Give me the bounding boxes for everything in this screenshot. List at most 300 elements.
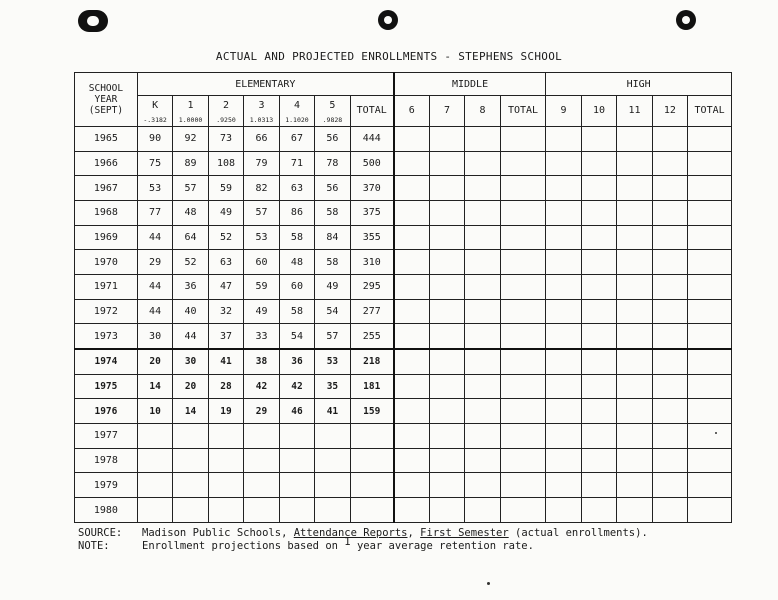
value-cell: 58	[315, 201, 350, 226]
value-cell	[688, 399, 732, 424]
grade-header-8	[429, 96, 464, 127]
value-cell: 49	[315, 275, 350, 300]
value-cell	[315, 498, 350, 523]
value-cell	[500, 399, 546, 424]
value-cell	[315, 448, 350, 473]
value-cell: 57	[244, 201, 279, 226]
value-cell	[546, 324, 581, 349]
value-cell	[279, 424, 314, 449]
value-cell	[465, 498, 500, 523]
grade-header-1	[173, 96, 208, 127]
value-cell	[581, 275, 616, 300]
value-cell	[429, 275, 464, 300]
value-cell	[465, 374, 500, 399]
grade-header-13	[617, 96, 652, 127]
value-cell	[500, 324, 546, 349]
value-cell	[429, 324, 464, 349]
value-cell	[581, 498, 616, 523]
value-cell	[208, 448, 243, 473]
value-cell	[465, 448, 500, 473]
value-cell	[688, 127, 732, 152]
value-cell	[500, 448, 546, 473]
value-cell	[652, 299, 687, 324]
value-cell	[465, 424, 500, 449]
value-cell	[244, 498, 279, 523]
value-cell: 82	[244, 176, 279, 201]
value-cell	[465, 275, 500, 300]
grade-label: K	[152, 99, 159, 111]
retention-rate: -.3182	[143, 115, 167, 124]
value-cell: 92	[173, 127, 208, 152]
value-cell	[465, 349, 500, 374]
value-cell	[244, 424, 279, 449]
table-row	[75, 225, 732, 250]
value-cell: 48	[173, 201, 208, 226]
footer	[78, 527, 648, 553]
value-cell	[652, 374, 687, 399]
value-cell	[581, 473, 616, 498]
value-cell	[429, 176, 464, 201]
value-cell	[652, 225, 687, 250]
grade-header-3	[244, 96, 279, 127]
year-cell: 1973	[75, 324, 138, 349]
value-cell	[546, 448, 581, 473]
value-cell: 79	[244, 151, 279, 176]
grade-header-7	[394, 96, 429, 127]
value-cell	[652, 151, 687, 176]
value-cell: 86	[279, 201, 314, 226]
grade-label: 3	[258, 99, 265, 111]
value-cell	[617, 176, 652, 201]
value-cell	[581, 299, 616, 324]
value-cell	[500, 127, 546, 152]
table-row	[75, 151, 732, 176]
value-cell	[652, 349, 687, 374]
table-row	[75, 275, 732, 300]
grade-label: 1	[187, 99, 194, 111]
year-cell: 1976	[75, 399, 138, 424]
value-cell: 53	[315, 349, 350, 374]
value-cell	[465, 127, 500, 152]
value-cell	[652, 250, 687, 275]
value-cell: 108	[208, 151, 243, 176]
value-cell	[500, 151, 546, 176]
value-cell	[546, 424, 581, 449]
table-row	[75, 399, 732, 424]
value-cell	[617, 448, 652, 473]
value-cell	[652, 176, 687, 201]
value-cell: 42	[244, 374, 279, 399]
value-cell: 277	[350, 299, 394, 324]
value-cell: 42	[279, 374, 314, 399]
value-cell	[688, 498, 732, 523]
value-cell: 75	[137, 151, 172, 176]
value-cell	[429, 374, 464, 399]
value-cell: 90	[137, 127, 172, 152]
grade-label: 9	[560, 105, 567, 116]
note-label: NOTE:	[78, 540, 110, 552]
value-cell: 56	[315, 127, 350, 152]
value-cell	[546, 201, 581, 226]
value-cell	[617, 399, 652, 424]
grade-header-14	[652, 96, 687, 127]
value-cell	[244, 448, 279, 473]
year-cell: 1969	[75, 225, 138, 250]
value-cell: 44	[137, 299, 172, 324]
value-cell	[652, 399, 687, 424]
value-cell: 10	[137, 399, 172, 424]
value-cell	[465, 399, 500, 424]
high-header: HIGH	[546, 73, 732, 96]
source-attendance-reports: Attendance Reports	[293, 527, 408, 539]
grade-label: 5	[329, 99, 336, 111]
grade-header-4	[279, 96, 314, 127]
binder-hole-left	[78, 10, 108, 32]
value-cell	[652, 424, 687, 449]
value-cell	[617, 151, 652, 176]
year-cell: 1978	[75, 448, 138, 473]
value-cell: 73	[208, 127, 243, 152]
table-row	[75, 250, 732, 275]
value-cell	[394, 299, 429, 324]
value-cell	[652, 498, 687, 523]
table-row	[75, 448, 732, 473]
value-cell: 58	[279, 299, 314, 324]
value-cell	[500, 299, 546, 324]
value-cell	[500, 473, 546, 498]
value-cell	[581, 127, 616, 152]
grade-header-12	[581, 96, 616, 127]
value-cell	[581, 324, 616, 349]
value-cell	[546, 349, 581, 374]
value-cell: 14	[137, 374, 172, 399]
value-cell	[581, 374, 616, 399]
value-cell: 181	[350, 374, 394, 399]
value-cell	[394, 473, 429, 498]
value-cell	[617, 498, 652, 523]
value-cell	[688, 275, 732, 300]
year-cell: 1974	[75, 349, 138, 374]
value-cell: 58	[315, 250, 350, 275]
value-cell: 49	[244, 299, 279, 324]
table-row	[75, 424, 732, 449]
note-number: 1	[344, 536, 351, 548]
grade-header-9	[465, 96, 500, 127]
value-cell	[173, 498, 208, 523]
value-cell	[429, 498, 464, 523]
value-cell	[617, 374, 652, 399]
binder-hole-center	[378, 10, 398, 30]
value-cell: 60	[279, 275, 314, 300]
value-cell	[617, 424, 652, 449]
value-cell	[688, 151, 732, 176]
table-row	[75, 349, 732, 374]
value-cell: 48	[279, 250, 314, 275]
value-cell: 37	[208, 324, 243, 349]
value-cell	[652, 275, 687, 300]
value-cell	[394, 127, 429, 152]
value-cell	[546, 275, 581, 300]
value-cell	[394, 324, 429, 349]
note-text: Enrollment projections based on	[142, 540, 345, 552]
value-cell	[465, 151, 500, 176]
table-row	[75, 374, 732, 399]
value-cell	[581, 176, 616, 201]
value-cell	[500, 176, 546, 201]
value-cell: 57	[173, 176, 208, 201]
value-cell	[394, 176, 429, 201]
grade-label: 4	[293, 99, 300, 111]
value-cell	[617, 250, 652, 275]
value-cell	[394, 498, 429, 523]
value-cell: 59	[208, 176, 243, 201]
value-cell	[546, 151, 581, 176]
year-cell: 1977	[75, 424, 138, 449]
value-cell	[617, 127, 652, 152]
value-cell: 370	[350, 176, 394, 201]
enrollment-table	[74, 72, 732, 523]
table-row	[75, 127, 732, 152]
value-cell: 30	[173, 349, 208, 374]
grade-label: TOTAL	[507, 105, 539, 116]
value-cell	[429, 473, 464, 498]
value-cell	[394, 448, 429, 473]
value-cell	[688, 448, 732, 473]
value-cell	[394, 374, 429, 399]
value-cell	[208, 498, 243, 523]
value-cell: 63	[279, 176, 314, 201]
value-cell	[279, 448, 314, 473]
value-cell	[465, 299, 500, 324]
value-cell: 57	[315, 324, 350, 349]
grade-header-10	[500, 96, 546, 127]
value-cell	[617, 473, 652, 498]
value-cell: 59	[244, 275, 279, 300]
value-cell	[173, 473, 208, 498]
elementary-header: ELEMENTARY	[137, 73, 393, 96]
value-cell: 29	[244, 399, 279, 424]
value-cell: 60	[244, 250, 279, 275]
value-cell: 32	[208, 299, 243, 324]
value-cell	[617, 275, 652, 300]
note-line	[78, 536, 648, 553]
grade-header-6	[350, 96, 394, 127]
value-cell: 29	[137, 250, 172, 275]
value-cell	[465, 250, 500, 275]
grade-label: 12	[663, 105, 676, 116]
source-suffix: (actual enrollments).	[508, 527, 648, 539]
value-cell: 67	[279, 127, 314, 152]
value-cell	[688, 250, 732, 275]
year-cell: 1980	[75, 498, 138, 523]
value-cell	[429, 151, 464, 176]
value-cell	[617, 201, 652, 226]
value-cell	[394, 151, 429, 176]
grade-label: 6	[408, 105, 415, 116]
value-cell	[688, 424, 732, 449]
value-cell: 58	[279, 225, 314, 250]
value-cell	[688, 176, 732, 201]
value-cell	[465, 324, 500, 349]
value-cell	[500, 498, 546, 523]
table-row	[75, 299, 732, 324]
value-cell	[546, 299, 581, 324]
value-cell	[208, 424, 243, 449]
value-cell	[581, 349, 616, 374]
value-cell	[394, 201, 429, 226]
value-cell: 66	[244, 127, 279, 152]
grade-label: 2	[223, 99, 230, 111]
value-cell	[137, 498, 172, 523]
value-cell: 35	[315, 374, 350, 399]
value-cell	[581, 151, 616, 176]
value-cell	[546, 374, 581, 399]
value-cell: 41	[208, 349, 243, 374]
source-first-semester: First Semester	[420, 527, 509, 539]
value-cell	[429, 201, 464, 226]
value-cell	[429, 448, 464, 473]
grade-label: TOTAL	[356, 105, 387, 116]
value-cell	[315, 473, 350, 498]
value-cell	[581, 399, 616, 424]
value-cell	[500, 275, 546, 300]
value-cell	[394, 225, 429, 250]
value-cell: 54	[315, 299, 350, 324]
value-cell	[546, 498, 581, 523]
retention-rate: .9250	[216, 115, 236, 124]
value-cell: 52	[173, 250, 208, 275]
retention-rate: 1.0000	[178, 115, 203, 124]
value-cell: 295	[350, 275, 394, 300]
source-line	[78, 527, 648, 540]
value-cell: 218	[350, 349, 394, 374]
year-cell: 1970	[75, 250, 138, 275]
retention-rate: 1.0313	[249, 115, 274, 124]
value-cell	[465, 201, 500, 226]
binder-hole-right	[676, 10, 696, 30]
value-cell	[500, 225, 546, 250]
value-cell	[465, 176, 500, 201]
value-cell	[581, 424, 616, 449]
value-cell	[173, 424, 208, 449]
value-cell	[500, 201, 546, 226]
value-cell: 20	[173, 374, 208, 399]
value-cell	[350, 424, 394, 449]
value-cell	[688, 349, 732, 374]
year-cell: 1979	[75, 473, 138, 498]
value-cell: 41	[315, 399, 350, 424]
value-cell	[581, 250, 616, 275]
grade-header-0	[137, 96, 172, 127]
table-row	[75, 473, 732, 498]
value-cell	[465, 225, 500, 250]
value-cell	[652, 324, 687, 349]
value-cell	[617, 299, 652, 324]
value-cell: 444	[350, 127, 394, 152]
middle-header: MIDDLE	[394, 73, 546, 96]
value-cell: 159	[350, 399, 394, 424]
value-cell	[394, 349, 429, 374]
value-cell	[394, 424, 429, 449]
value-cell: 44	[137, 275, 172, 300]
value-cell	[137, 424, 172, 449]
value-cell	[394, 250, 429, 275]
value-cell: 84	[315, 225, 350, 250]
value-cell: 47	[208, 275, 243, 300]
value-cell: 49	[208, 201, 243, 226]
value-cell	[581, 448, 616, 473]
year-cell: 1972	[75, 299, 138, 324]
grade-label: TOTAL	[694, 105, 725, 116]
value-cell	[546, 176, 581, 201]
value-cell: 53	[244, 225, 279, 250]
grade-header-2	[208, 96, 243, 127]
value-cell	[500, 250, 546, 275]
value-cell: 63	[208, 250, 243, 275]
table-row	[75, 498, 732, 523]
value-cell	[137, 473, 172, 498]
retention-rate: .9828	[322, 115, 343, 124]
value-cell: 28	[208, 374, 243, 399]
value-cell: 44	[137, 225, 172, 250]
value-cell	[546, 250, 581, 275]
value-cell: 52	[208, 225, 243, 250]
value-cell	[688, 299, 732, 324]
table-row	[75, 324, 732, 349]
school-year-header: SCHOOL YEAR (SEPT)	[75, 73, 138, 127]
paper-speck	[715, 432, 717, 434]
value-cell: 33	[244, 324, 279, 349]
value-cell	[652, 127, 687, 152]
grade-header-5	[315, 96, 350, 127]
value-cell: 36	[173, 275, 208, 300]
grade-header-11	[546, 96, 581, 127]
year-cell: 1966	[75, 151, 138, 176]
source-label: SOURCE:	[78, 527, 123, 539]
value-cell	[581, 225, 616, 250]
paper-speck	[487, 582, 490, 585]
value-cell	[429, 250, 464, 275]
value-cell: 310	[350, 250, 394, 275]
grade-label: 11	[628, 105, 641, 116]
value-cell: 71	[279, 151, 314, 176]
value-cell	[173, 448, 208, 473]
value-cell: 78	[315, 151, 350, 176]
value-cell	[652, 448, 687, 473]
value-cell	[465, 473, 500, 498]
value-cell	[429, 399, 464, 424]
grade-label: 8	[479, 105, 486, 116]
source-separator: ,	[407, 527, 421, 539]
grade-label: 7	[443, 105, 450, 116]
value-cell	[500, 424, 546, 449]
value-cell	[350, 448, 394, 473]
value-cell	[652, 201, 687, 226]
value-cell	[617, 349, 652, 374]
value-cell: 355	[350, 225, 394, 250]
value-cell	[279, 498, 314, 523]
year-cell: 1968	[75, 201, 138, 226]
value-cell	[688, 225, 732, 250]
note-suffix: year average retention rate.	[350, 540, 534, 552]
table-row	[75, 201, 732, 226]
value-cell	[546, 225, 581, 250]
value-cell	[546, 473, 581, 498]
value-cell: 30	[137, 324, 172, 349]
value-cell	[394, 275, 429, 300]
year-cell: 1971	[75, 275, 138, 300]
value-cell: 89	[173, 151, 208, 176]
